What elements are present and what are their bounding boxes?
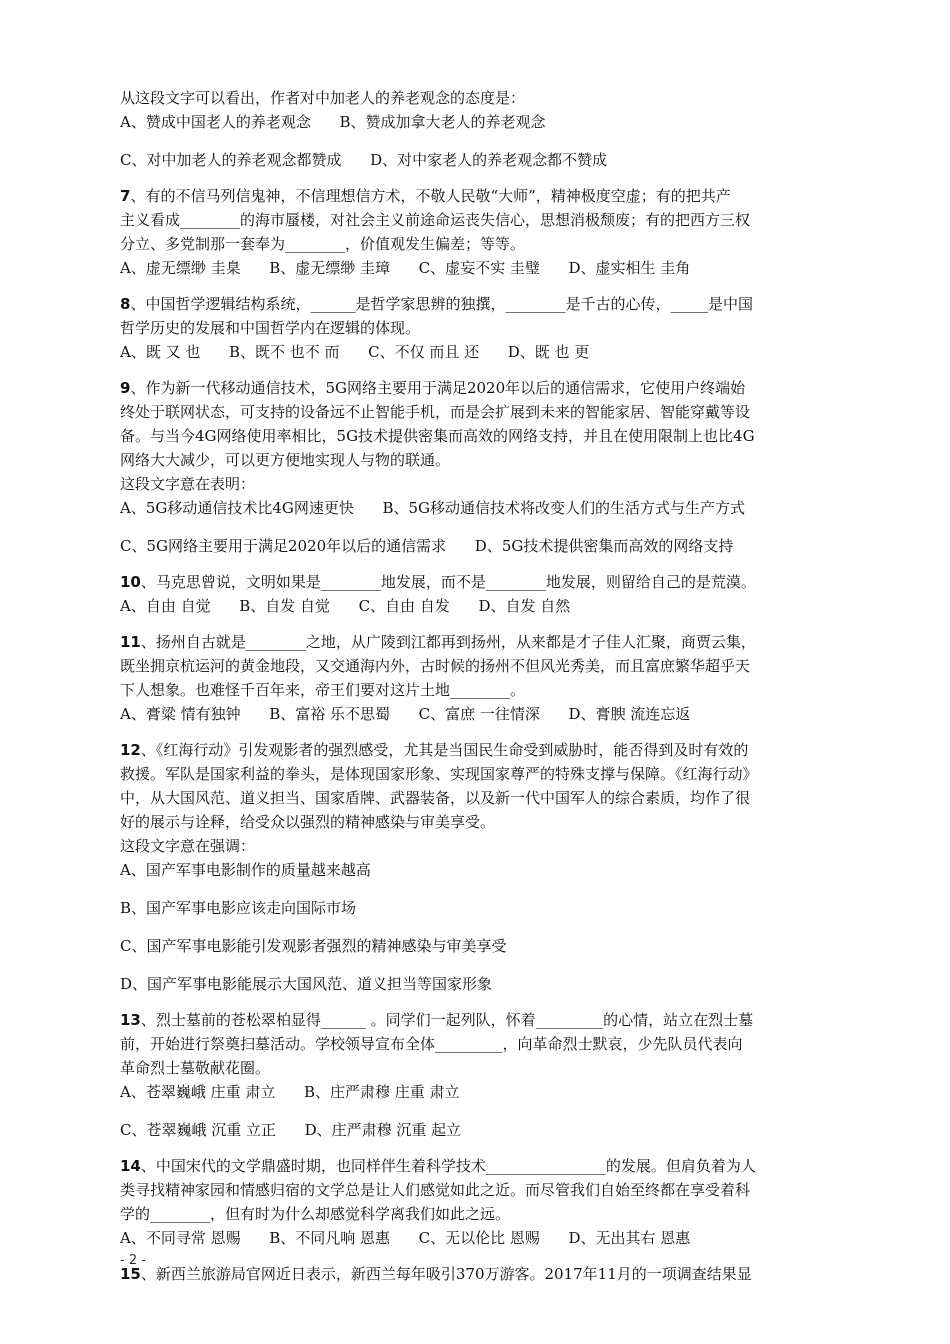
question-7 xyxy=(120,184,832,280)
question-text-line: 15、新西兰旅游局官网近日表示，新西兰每年吸引370万游客。2017年11月的一项调查结果显 xyxy=(120,1265,752,1283)
question-text-line: 14、中国宋代的文学鼎盛时期，也同样伴生着科学技术________________的发展。但肩负着为人 xyxy=(120,1157,756,1175)
question-number: 12 xyxy=(120,741,141,759)
question-6-tail xyxy=(120,86,832,172)
question-options: A、虚无缥缈 圭臬 B、虚无缥缈 圭璋 C、虚妄不实 圭璧 D、虚实相生 圭角 xyxy=(120,259,691,277)
question-options: C、对中加老人的养老观念都赞成 D、对中家老人的养老观念都不赞成 xyxy=(120,151,608,169)
question-options: A、膏粱 情有独钟 B、富裕 乐不思蜀 C、富庶 一往情深 D、膏腴 流连忘返 xyxy=(120,705,691,723)
question-text-line: 7、有的不信马列信鬼神，不信理想信方术，不敬人民敬“大师”，精神极度空虚；有的把共产 xyxy=(120,187,731,205)
question-text-line: 哲学历史的发展和中国哲学内在逻辑的体现。 xyxy=(120,319,421,337)
question-text-line: 12、《红海行动》引发观影者的强烈感受，尤其是当国民生命受到威胁时，能否得到及时有效的 xyxy=(120,741,749,759)
option-b: B、国产军事电影应该走向国际市场 xyxy=(120,899,357,917)
question-8 xyxy=(120,292,832,364)
option-c: C、国产军事电影能引发观影者强烈的精神感染与审美享受 xyxy=(120,937,507,955)
question-text-line: 13、烈士墓前的苍松翠柏显得______ 。同学们一起列队，怀着_________的心情，站立在烈士墓 xyxy=(120,1011,754,1029)
question-text-line: 好的展示与诠释，给受众以强烈的精神感染与审美享受。 xyxy=(120,813,496,831)
question-options: A、苍翠巍峨 庄重 肃立 B、庄严肃穆 庄重 肃立 xyxy=(120,1083,460,1101)
question-prompt: 从这段文字可以看出，作者对中加老人的养老观念的态度是： xyxy=(120,89,526,107)
question-text-line: 10、马克思曾说，文明如果是________地发展，而不是________地发展，则留给自己的是荒漠。 xyxy=(120,573,756,591)
question-text-line: 革命烈士墓敬献花圈。 xyxy=(120,1059,271,1077)
question-number: 10 xyxy=(120,573,141,591)
question-10 xyxy=(120,570,832,618)
question-number: 13 xyxy=(120,1011,141,1029)
page-number: - 2 - xyxy=(120,1253,146,1268)
question-text-line: 8、中国哲学逻辑结构系统，______是哲学家思辨的独撰，________是千古的心传，_____是中国 xyxy=(120,295,753,313)
question-number: 8 xyxy=(120,295,131,313)
question-12 xyxy=(120,738,832,996)
page-content xyxy=(120,86,832,1286)
question-text-line: 救援。军队是国家利益的拳头，是体现国家形象、实现国家尊严的特殊支撑与保障。《红海行动》 xyxy=(120,765,758,783)
question-number: 15 xyxy=(120,1265,141,1283)
question-options: C、5G网络主要用于满足2020年以后的通信需求 D、5G技术提供密集而高效的网络支持 xyxy=(120,537,734,555)
question-text-line: 下人想象。也难怪千百年来，帝王们要对这片土地________。 xyxy=(120,681,526,699)
question-14 xyxy=(120,1154,832,1250)
question-number: 11 xyxy=(120,633,141,651)
question-text-line: 终处于联网状态，可支持的设备远不止智能手机，而是会扩展到未来的智能家居、智能穿戴等设 xyxy=(120,403,751,421)
question-text-line: 既坐拥京杭运河的黄金地段，又交通海内外，古时候的扬州不但风光秀美，而且富庶繁华超乎天 xyxy=(120,657,751,675)
question-options: A、自由 自觉 B、自发 自觉 C、自由 自发 D、自发 自然 xyxy=(120,597,571,615)
question-text-line: 主义看成________的海市蜃楼，对社会主义前途命运丧失信心，思想消极颓废；有的把西方三权 xyxy=(120,211,751,229)
question-options: A、赞成中国老人的养老观念 B、赞成加拿大老人的养老观念 xyxy=(120,113,546,131)
question-number: 9 xyxy=(120,379,131,397)
question-options: A、不同寻常 恩赐 B、不同凡响 恩惠 C、无以伦比 恩赐 D、无出其右 恩惠 xyxy=(120,1229,691,1247)
question-text-line: 前，开始进行祭奠扫墓活动。学校领导宣布全体_________，向革命烈士默哀，少先队员代表向 xyxy=(120,1035,743,1053)
question-text-line: 11、扬州自古就是________之地，从广陵到江都再到扬州，从来都是才子佳人汇聚，商贾云集， xyxy=(120,633,756,651)
option-a: A、国产军事电影制作的质量越来越高 xyxy=(120,861,371,879)
question-number: 14 xyxy=(120,1157,141,1175)
question-text-line: 中，从大国风范、道义担当、国家盾牌、武器装备，以及新一代中国军人的综合素质，均作了很 xyxy=(120,789,751,807)
question-prompt: 这段文字意在强调： xyxy=(120,837,256,855)
question-11 xyxy=(120,630,832,726)
question-text-line: 分立、多党制那一套奉为________，价值观发生偏差；等等。 xyxy=(120,235,526,253)
question-text-line: 学的________，但有时为什么却感觉科学离我们如此之远。 xyxy=(120,1205,511,1223)
question-9 xyxy=(120,376,832,558)
question-text-line: 备。与当今4G网络使用率相比，5G技术提供密集而高效的网络支持，并且在使用限制上也比4G xyxy=(120,427,755,445)
question-text-line: 类寻找精神家园和情感归宿的文学总是让人们感觉如此之近。而尽管我们自始至终都在享受着科 xyxy=(120,1181,751,1199)
question-options: A、5G移动通信技术比4G网速更快 B、5G移动通信技术将改变人们的生活方式与生产方式 xyxy=(120,499,746,517)
question-text-line: 网络大大减少，可以更方便地实现人与物的联通。 xyxy=(120,451,451,469)
question-options: C、苍翠巍峨 沉重 立正 D、庄严肃穆 沉重 起立 xyxy=(120,1121,462,1139)
option-d: D、国产军事电影能展示大国风范、道义担当等国家形象 xyxy=(120,975,493,993)
question-13 xyxy=(120,1008,832,1142)
question-15 xyxy=(120,1262,832,1286)
question-prompt: 这段文字意在表明： xyxy=(120,475,256,493)
question-text-line: 9、作为新一代移动通信技术，5G网络主要用于满足2020年以后的通信需求，它使用户终端始 xyxy=(120,379,746,397)
question-number: 7 xyxy=(120,187,131,205)
question-options: A、既 又 也 B、既不 也不 而 C、不仅 而且 还 D、既 也 更 xyxy=(120,343,590,361)
